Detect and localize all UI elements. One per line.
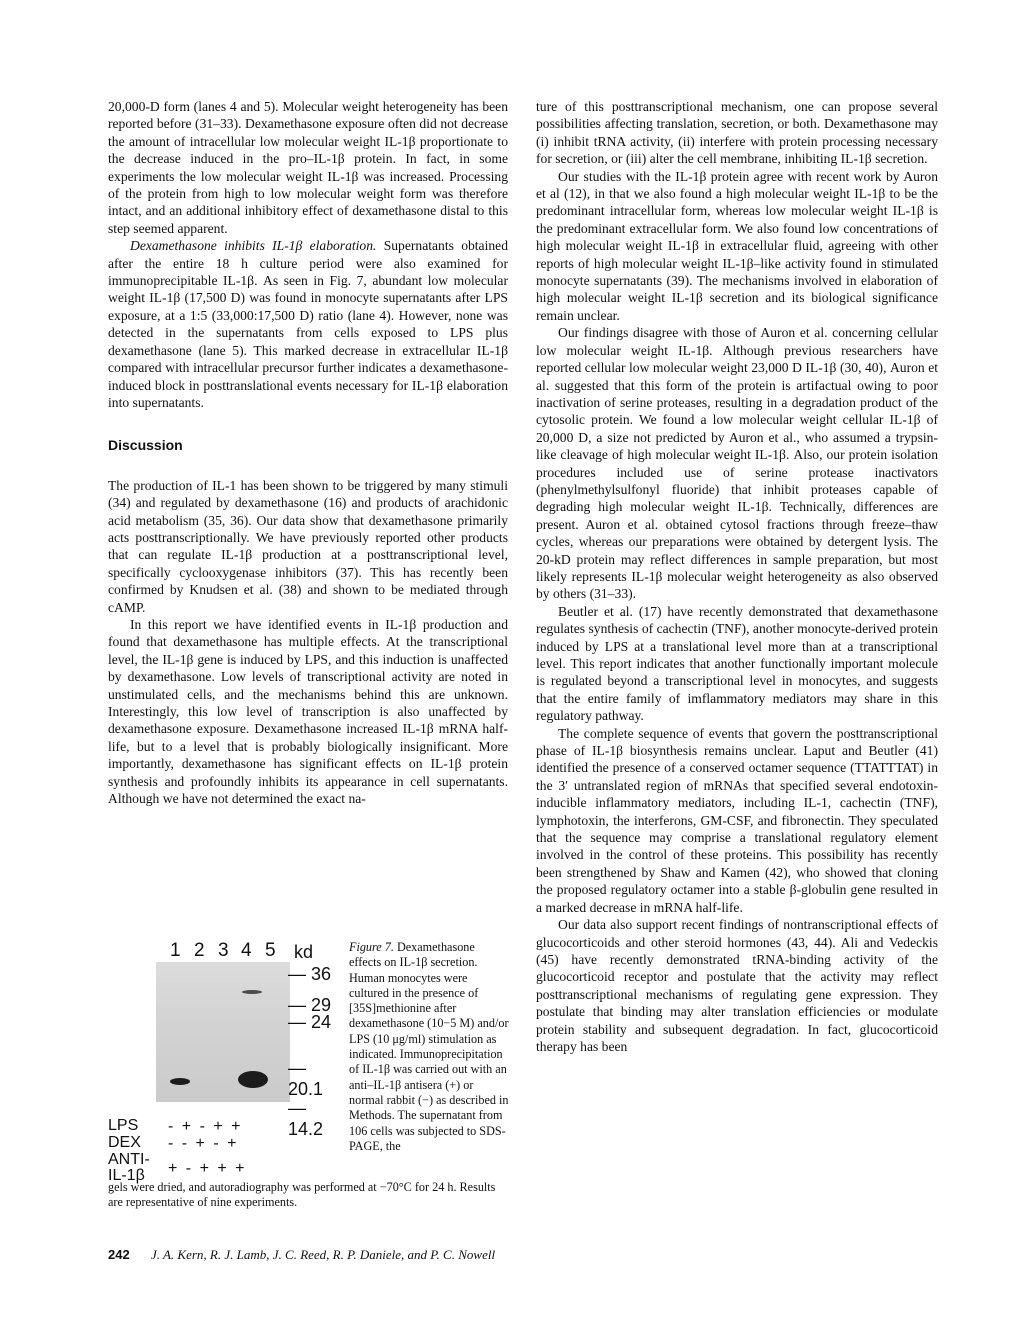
gel-image xyxy=(156,962,290,1102)
caption-text: Dexamethasone effects on IL-1β secretion. Human monocytes were cultured in the presence of [35S]methionine after dexamethasone (10−5 M) and/or LPS (10 μg/ml) stimulation as indicated. Immunoprecipitation of IL-1β was carried out with an anti–IL-1β antisera (+) or normal rabbit (−) as described in Methods. The supernatant from 106 cells was subjected to SDS-PAGE, the xyxy=(349,940,509,1153)
kd-header: kd xyxy=(294,942,314,962)
right-column xyxy=(536,98,938,1055)
paragraph: ture of this posttranscriptional mechanism, one can propose several possibilities affecting translation, secretion, or both. Dexamethasone may (i) inhibit tRNA activity, (ii) interfere with protein processing necessary for secretion, or (iii) alter the cell membrane, inhibiting IL-1β secretion. xyxy=(536,99,938,167)
figure-caption xyxy=(349,940,509,1154)
lane-number: 5 xyxy=(265,940,276,961)
left-column xyxy=(108,98,508,807)
kd-marker-value: 20.1 xyxy=(288,1079,324,1099)
figure-caption-continued: gels were dried, and autoradiography was performed at −70°C for 24 h. Results are representative of nine experiments. xyxy=(108,1180,496,1210)
treatment-row-signs: - - + - + xyxy=(168,1135,239,1152)
paragraph: Our studies with the IL-1β protein agree with recent work by Auron et al (12), in that we also found a high molecular weight IL-1β to be the predominant intracellular form, whereas low molecular weight IL-1β is the predominant extracellular form. We also found low concentrations of high molecular weight IL-1β in extracellular fluid, agreeing with other reports of high molecular weight IL-1β–like activity found in stimulated monocyte supernatants (39). The mechanisms involved in elaboration of high molecular weight IL-1β secretion and its biological significance remain unclear. xyxy=(536,168,938,323)
paragraph: 20,000-D form (lanes 4 and 5). Molecular weight heterogeneity has been reported before (31–33). Dexamethasone exposure often did not decrease the amount of intracellular low molecular weight IL-1β proportionate to the decrease induced in the pro–IL-1β protein. In fact, in some experiments the low molecular weight IL-1β was increased. Processing of the protein from high to low molecular weight form was therefore intact, and an additional inhibitory effect of dexamethasone distal to this step seemed apparent. xyxy=(108,99,508,236)
kd-marker-value: 36 xyxy=(311,964,332,984)
gel-autoradiograph xyxy=(108,940,340,1184)
section-heading: Discussion xyxy=(108,437,183,454)
lane-number: 2 xyxy=(194,940,205,961)
paragraph: The complete sequence of events that govern the posttranscriptional phase of IL-1β biosynthesis remains unclear. Laput and Beutler (41) identified the presence of a conserved octamer sequence (TTATTTAT) in the 3′ untranslated region of mRNAs that specified several endotoxin-inducible inflammatory mediators, including IL-1, cachectin (TNF), lymphotoxin, the interferons, GM-CSF, and fibronectin. They speculated that the sequence may comprise a translational regulatory element involved in the control of these proteins. This possibility has recently been strengthened by Shaw and Kamen (42), who showed that cloning the proposed regulatory octamer into a stable β-globulin gene resulted in a marked decrease in mRNA half-life. xyxy=(536,725,938,915)
paragraph-run-in-title: Dexamethasone inhibits IL-1β elaboration. xyxy=(130,238,377,254)
treatment-row-signs: - + - + + xyxy=(168,1118,243,1135)
treatment-row-label: ANTI- IL-1β xyxy=(108,1151,150,1184)
lane-number: 1 xyxy=(170,940,181,961)
paragraph: Our findings disagree with those of Auron et al. concerning cellular low molecular weight IL-1β. Although previous researchers have reported cellular low molecular weight 23,000 D IL-1β (30, 40), Auron et al. suggested that this form of the protein is artifactual owing to poor inactivation of serine proteases, resulting in a degradation product of the cytosolic protein. We found a low molecular weight cellular IL-1β of 20,000 D, a size not predicted by Auron et al., who assumed a trypsin-like cleavage of high molecular weight IL-1β. Also, our protein isolation procedures included use of serine protease inactivators (phenylmethylsulfonyl fluoride) that inhibit proteases capable of degrading high molecular weight IL-1β. Technically, differences are present. Auron et al. obtained cytosol fractions through freeze–thaw cycles, whereas our preparations were obtained by detergent lysis. The 20-kD protein may reflect differences in sample preparation, but most likely represents IL-1β molecular weight heterogeneity as also observed by others (31–33). xyxy=(536,325,938,602)
gel-band xyxy=(170,1078,190,1085)
kd-marker: — 24 xyxy=(288,1012,332,1032)
kd-marker: — 29 xyxy=(288,995,332,1015)
kd-marker: — 14.2 xyxy=(288,1098,324,1139)
treatment-row-label: LPS xyxy=(108,1117,139,1134)
gel-band xyxy=(242,990,262,994)
treatment-row-label: DEX xyxy=(108,1134,141,1151)
caption-label: Figure 7. xyxy=(349,940,394,954)
page-footer xyxy=(108,1247,495,1263)
paragraph: The production of IL-1 has been shown to be triggered by many stimuli (34) and regulated by dexamethasone (16) and products of arachidonic acid metabolism (35, 36). Our data show that dexamethasone primarily acts posttranscriptionally. We have previously reported other products that can regulate IL-1β production at a posttranscriptional level, specifically cyclooxygenase inhibitors (37). This has recently been confirmed by Knudsen et al. (38) and shown to be mediated through cAMP. xyxy=(108,477,508,615)
paragraph: In this report we have identified events in IL-1β production and found that dexamethasone has multiple effects. At the transcriptional level, the IL-1β gene is induced by LPS, and this induction is unaffected by dexamethasone. Low levels of transcriptional activity are noted in unstimulated cells, and the mechanisms behind this are unknown. Interestingly, this low level of transcription is also unaffected by dexamethasone exposure. Dexamethasone increased IL-1β mRNA half-life, but to a level that is probably biologically insignificant. More importantly, dexamethasone has significant effects on IL-1β protein synthesis and profoundly inhibits its appearance in cell supernatants. Although we have not determined the exact na- xyxy=(108,616,508,807)
paragraph-body: Supernatants obtained after the entire 18 h culture period were also examined for immunoprecipitable IL-1β. As seen in Fig. 7, abundant low molecular weight IL-1β (17,500 D) was found in monocyte supernatants after LPS exposure, at a 1:5 (33,000:17,500 D) ratio (lane 4). However, none was detected in the supernatants from cells exposed to LPS plus dexamethasone (lane 5). This marked decrease in extracellular IL-1β compared with intracellular precursor further indicates a dexamethasone-induced block in posttranslational events necessary for IL-1β elaboration into supernatants. xyxy=(108,238,508,410)
running-authors: J. A. Kern, R. J. Lamb, J. C. Reed, R. P. Daniele, and P. C. Nowell xyxy=(150,1247,496,1262)
gel-band xyxy=(238,1071,268,1088)
paragraph xyxy=(108,237,508,411)
lane-number: 4 xyxy=(241,940,252,961)
kd-marker-value: 14.2 xyxy=(288,1119,324,1139)
paragraph: Beutler et al. (17) have recently demonstrated that dexamethasone regulates synthesis of cachectin (TNF), another monocyte-derived protein induced by LPS at a translational level more than at a transcriptional level. This report indicates that another functionally important molecule is regulated beyond a transcriptional level in monocytes, and suggests that the entire family of imflammatory mediators may share in this regulatory pathway. xyxy=(536,603,938,724)
kd-marker: — 20.1 xyxy=(288,1058,324,1099)
treatment-row-signs: + - + + + xyxy=(168,1160,247,1177)
kd-marker: — 36 xyxy=(288,964,332,984)
kd-marker-value: 24 xyxy=(311,1012,332,1032)
page-number: 242 xyxy=(108,1247,130,1262)
kd-marker-value: 29 xyxy=(311,995,332,1015)
lane-number: 3 xyxy=(218,940,229,961)
paragraph: Our data also support recent findings of nontranscriptional effects of glucocorticoids and other steroid hormones (43, 44). Ali and Vedeckis (45) have recently demonstrated tRNA-binding activity of the glucocorticoid receptor and postulate that the activity may reflect posttranscriptional mechanisms of regulating gene expression. They postulate that binding may alter translation efficiencies or modulate protein stability and subsequent degradation. In fact, glucocorticoid therapy has been xyxy=(536,917,938,1054)
